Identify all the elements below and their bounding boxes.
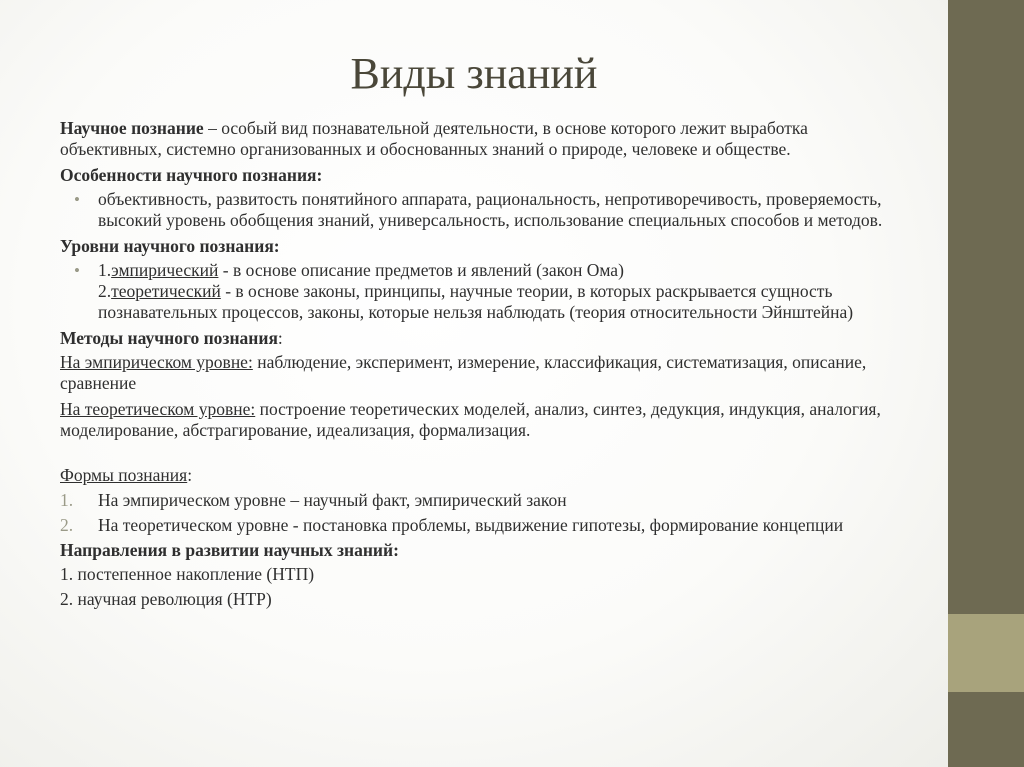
intro-term: Научное познание: [60, 118, 204, 138]
directions-heading: Направления в развитии научных знаний:: [60, 540, 399, 560]
bullet-icon: •: [74, 261, 80, 280]
levels-heading: Уровни научного познания:: [60, 236, 280, 256]
methods-heading-line: [60, 328, 900, 349]
forms-list-item: [60, 490, 900, 511]
forms-colon: :: [187, 465, 193, 485]
methods-theoretical: [60, 399, 900, 441]
side-decor-accent: [948, 614, 1024, 692]
methods-empirical: [60, 352, 900, 394]
slide-content: [60, 118, 900, 614]
features-bullet-item: [60, 189, 900, 231]
features-text: объективность, развитость понятийного аппарата, рациональность, непротиворечивость, проверяемость, высокий уровень обобщения знаний, универсальность, использование специальных способов и методов.: [98, 189, 883, 230]
forms-item-text: На теоретическом уровне - постановка проблемы, выдвижение гипотезы, формирование концепции: [98, 515, 844, 535]
list-number: 2.: [60, 515, 74, 535]
methods-theoretical-label: На теоретическом уровне:: [60, 399, 256, 419]
forms-list-item: [60, 515, 900, 536]
level-2-num: 2.: [98, 281, 112, 301]
list-number: 1.: [60, 490, 74, 510]
forms-heading: Формы познания: [60, 465, 188, 485]
level-2-term: теоретический: [111, 281, 221, 301]
bullet-icon: •: [74, 190, 80, 209]
forms-heading-line: [60, 465, 900, 486]
forms-item-text: На эмпирическом уровне – научный факт, эмпирический закон: [98, 490, 567, 510]
side-decor-bar: [948, 0, 1024, 767]
methods-empirical-text: наблюдение, эксперимент, измерение, классификация, систематизация, описание, сравнение: [60, 352, 867, 393]
slide-title: Виды знаний: [350, 49, 598, 98]
methods-colon: :: [277, 328, 283, 348]
level-1-term: эмпирический: [111, 260, 219, 280]
intro-paragraph: [60, 118, 900, 160]
directions-item: 2. научная революция (НТР): [60, 589, 272, 609]
methods-heading: Методы научного познания: [60, 328, 278, 348]
spacer: [60, 446, 900, 465]
directions-item: 1. постепенное накопление (НТП): [60, 564, 315, 584]
features-heading: Особенности научного познания:: [60, 165, 323, 185]
methods-empirical-label: На эмпирическом уровне:: [60, 352, 253, 372]
level-2-text: - в основе законы, принципы, научные теории, в которых раскрывается сущность познавательных процессов, законы, которые нельзя наблюдать (теория относительности Эйнштейна): [98, 281, 854, 322]
intro-definition: – особый вид познавательной деятельности, в основе которого лежит выработка объективных, системно организованных и обоснованных знаний о природе, человеке и обществе.: [60, 118, 808, 159]
methods-theoretical-text: построение теоретических моделей, анализ, синтез, дедукция, индукция, аналогия, моделирование, абстрагирование, идеализация, формализация.: [60, 399, 881, 440]
level-1-text: - в основе описание предметов и явлений (закон Ома): [218, 260, 624, 280]
levels-bullet-item: [60, 260, 900, 323]
level-1-num: 1.: [98, 260, 112, 280]
